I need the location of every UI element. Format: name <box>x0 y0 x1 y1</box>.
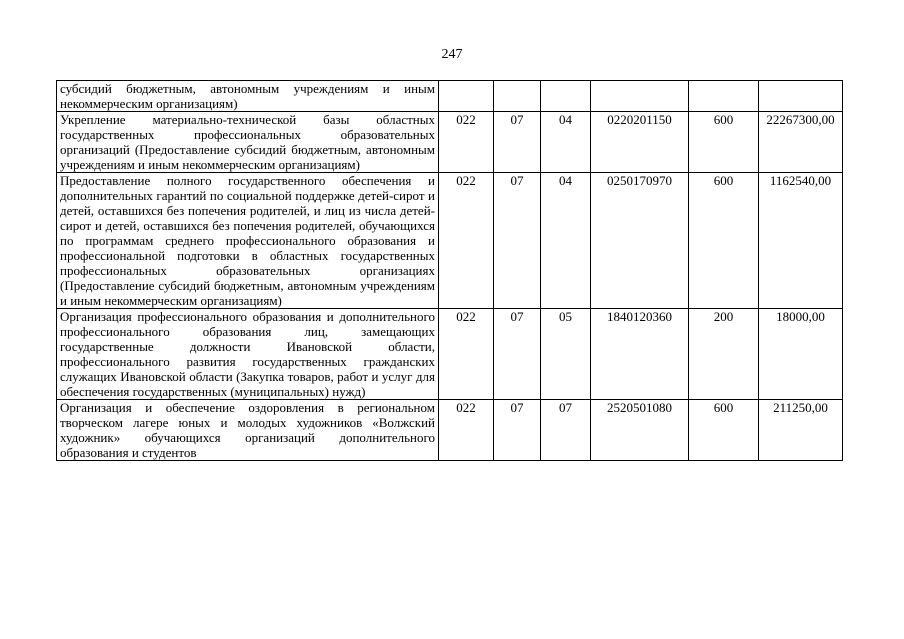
page-number: 247 <box>441 47 463 62</box>
section-code <box>494 81 541 112</box>
expense-type-code: 600 <box>689 173 759 309</box>
target-article-code <box>591 81 689 112</box>
amount: 18000,00 <box>759 309 843 400</box>
ministry-code: 022 <box>439 112 494 173</box>
section-code: 07 <box>494 173 541 309</box>
row-description: Организация и обеспечение оздоровления в региональном творческом лагере юных и молодых художников «Волжский художник» обучающихся организаций дополнительного образования и студентов <box>57 400 439 461</box>
subsection-code: 04 <box>541 112 591 173</box>
subsection-code: 07 <box>541 400 591 461</box>
table-row <box>57 309 843 400</box>
amount: 211250,00 <box>759 400 843 461</box>
budget-table <box>56 80 843 461</box>
section-code: 07 <box>494 309 541 400</box>
amount: 1162540,00 <box>759 173 843 309</box>
subsection-code: 04 <box>541 173 591 309</box>
section-code: 07 <box>494 400 541 461</box>
row-description: Организация профессионального образования и дополнительного профессионального образования лиц, замещающих государственные должности Ивановской области, профессионального развития государственных гражданских служащих Ивановской области (Закупка товаров, работ и услуг для обеспечения государственных (муниципальных) нужд) <box>57 309 439 400</box>
table-row <box>57 400 843 461</box>
subsection-code <box>541 81 591 112</box>
expense-type-code: 600 <box>689 400 759 461</box>
ministry-code: 022 <box>439 400 494 461</box>
row-description: Предоставление полного государственного обеспечения и дополнительных гарантий по социальной поддержке детей-сирот и детей, оставшихся без попечения родителей, и лиц из числа детей-сирот и детей, оставшихся без попечения родителей, обучающихся по программам среднего профессионального образования и профессиональной подготовки в областных государственных профессиональных образовательных организациях (Предоставление субсидий бюджетным, автономным учреждениям и иным некоммерческим организациям) <box>57 173 439 309</box>
subsection-code: 05 <box>541 309 591 400</box>
expense-type-code: 600 <box>689 112 759 173</box>
section-code: 07 <box>494 112 541 173</box>
table-row <box>57 173 843 309</box>
table-row <box>57 112 843 173</box>
target-article-code: 0250170970 <box>591 173 689 309</box>
ministry-code <box>439 81 494 112</box>
table-row <box>57 81 843 112</box>
row-description: субсидий бюджетным, автономным учреждениям и иным некоммерческим организациям) <box>57 81 439 112</box>
expense-type-code: 200 <box>689 309 759 400</box>
target-article-code: 0220201150 <box>591 112 689 173</box>
amount <box>759 81 843 112</box>
amount: 22267300,00 <box>759 112 843 173</box>
row-description: Укрепление материально-технической базы областных государственных профессиональных образовательных организаций (Предоставление субсидий бюджетным, автономным учреждениям и иным некоммерческим организациям) <box>57 112 439 173</box>
expense-type-code <box>689 81 759 112</box>
ministry-code: 022 <box>439 173 494 309</box>
ministry-code: 022 <box>439 309 494 400</box>
target-article-code: 1840120360 <box>591 309 689 400</box>
target-article-code: 2520501080 <box>591 400 689 461</box>
